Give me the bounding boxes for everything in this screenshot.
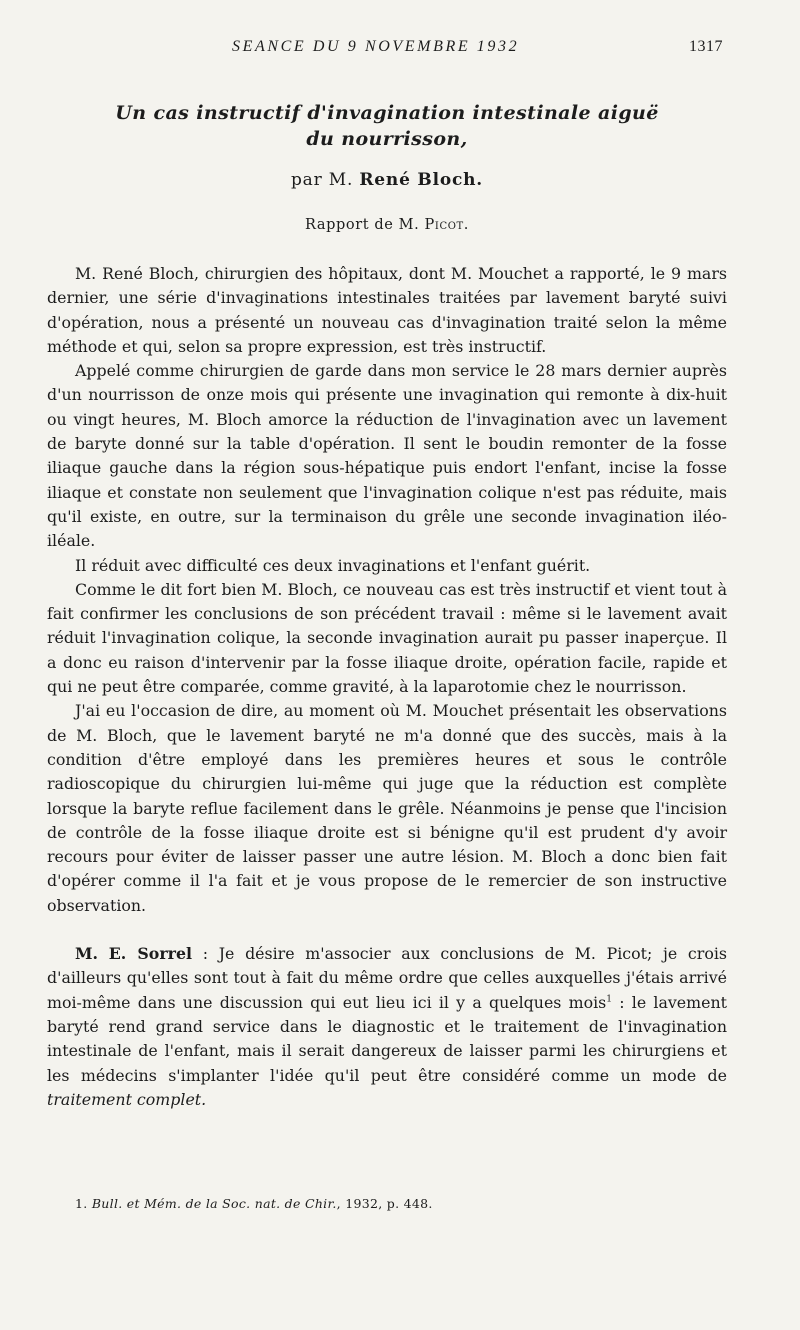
footnote — [75, 1196, 715, 1211]
paragraph-5: J'ai eu l'occasion de dire, au moment où M. Mouchet présentait les observations de M. Bloch, que le lavement baryté ne m'a donné que des succès, mais à la condition d'être employé dans les premières heures et sous le contrôle radioscopique du chirurgien lui-même qui juge que la réduction est complète lorsque la baryte reflue facilement dans le grêle. Néanmoins je pense que l'incision de contrôle de la fosse iliaque droite est si bénigne qu'il est prudent d'y avoir recours pour éviter de laisser passer une autre lésion. M. Bloch a donc bien fait d'opérer comme il l'a fait et je vous propose de le remercier de son instructive observation. — [47, 701, 727, 915]
paragraph-1: M. René Bloch, chirurgien des hôpitaux, dont M. Mouchet a rapporté, le 9 mars dernier, une série d'invaginations intestinales traitées par lavement baryté suivi d'opération, nous a présenté un nouveau cas d'invagination traité selon la même méthode et qui, selon sa propre expression, est très instructif. — [47, 264, 727, 356]
footnote-details: , 1932, p. 448. — [336, 1196, 433, 1211]
paragraph-3: Il réduit avec difficulté ces deux invaginations et l'enfant guérit. — [75, 555, 591, 575]
article-title-line-1: Un cas instructif d'invagination intestinale aiguë — [115, 102, 659, 124]
paragraph-2: Appelé comme chirurgien de garde dans mon service le 28 mars dernier auprès d'un nourrisson de onze mois qui présente une invagination qui remonte à dix-huit ou vingt heures, M. Bloch amorce la réduction de l'invagination avec un lavement de baryte donné sur la table d'opération. Il sent le boudin remonter de la fosse iliaque gauche dans la région sous-hépatique puis endort l'enfant, incise la fosse iliaque et constate non seulement que l'invagination colique n'est pas réduite, mais qu'il existe, en outre, sur la terminaison du grêle une seconde invagination iléo-iléale. — [47, 361, 727, 551]
speaker-name: E. Sorrel — [108, 944, 193, 964]
article-title-line-2: du nourrisson, — [306, 128, 468, 150]
running-title: SEANCE DU 9 NOVEMBRE 1932 — [232, 38, 520, 55]
running-header — [47, 38, 727, 58]
discussion-text-2: : le lavement baryté rend grand service dans le diagnostic et le traitement de l'invagination intestinale de l'enfant, mais il serait dangereux de laisser parmi les chirurgiens et les médecins s'implanter l'idée qu'il peut être considéré comme un mode de — [47, 992, 727, 1085]
report-prefix: Rapport de M. — [305, 217, 420, 233]
footnote-reference: 1 — [606, 994, 612, 1005]
author-prefix: par M. — [290, 170, 354, 190]
discussion-text-1: : Je désire m'associer aux conclusions de M. Picot; je crois d'ailleurs qu'elles sont tout à fait du même ordre que celles auxquelles j'étais arrivé moi-même dans une discussion qui eut lieu ici il y a quelques mois — [47, 944, 727, 1012]
article-body — [47, 262, 727, 1112]
report-line — [47, 217, 727, 233]
page-number: 1317 — [689, 38, 723, 55]
report-author: Picot. — [424, 217, 469, 233]
article-title — [47, 100, 727, 152]
author-name: René Bloch. — [359, 170, 484, 190]
speaker-prefix: M. — [75, 944, 98, 964]
article-author — [47, 170, 727, 190]
paragraph-4: Comme le dit fort bien M. Bloch, ce nouveau cas est très instructif et vient tout à fait confirmer les conclusions de son précédent travail : même si le lavement avait réduit l'invagination colique, la seconde invagination aurait pu passer inaperçue. Il a donc eu raison d'intervenir par la fosse iliaque droite, opération facile, rapide et qui ne peut être comparée, comme gravité, à la laparotomie chez le nourrisson. — [47, 579, 727, 697]
footnote-source: Bull. et Mém. de la Soc. nat. de Chir. — [91, 1196, 337, 1211]
discussion-paragraph — [47, 942, 727, 1112]
footnote-number: 1. — [75, 1196, 88, 1211]
discussion-italic-end: traitement complet. — [47, 1089, 207, 1109]
